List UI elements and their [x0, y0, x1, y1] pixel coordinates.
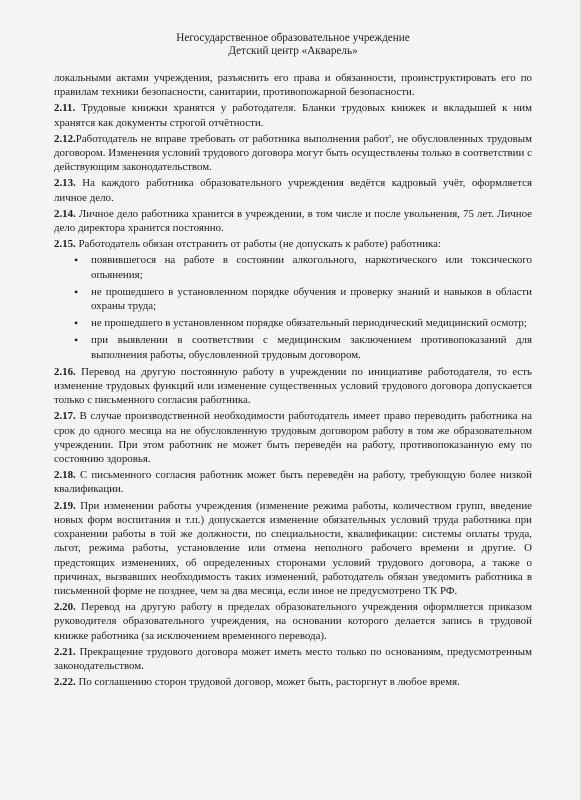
- paragraph-text: По соглашению сторон трудовой договор, может быть, расторгнут в любое время.: [75, 676, 460, 689]
- paragraph-text: Трудовые книжки хранятся у работодателя. Бланки трудовых книжек и вкладышей к ним хранятся как документы строгой отчётности.: [54, 102, 532, 129]
- paragraph-number: 2.22.: [54, 676, 76, 689]
- paragraph-2-17: [54, 409, 532, 466]
- paragraph-2-15: [54, 237, 532, 251]
- paragraph-2-12: [54, 132, 532, 175]
- dismissal-grounds-list: [54, 253, 532, 361]
- document-header: [54, 32, 532, 58]
- list-item: • появившегося на работе в состоянии алкогольного, наркотического или токсического опьянения;: [54, 253, 532, 281]
- paragraph-number: 2.21.: [54, 645, 76, 658]
- intro-paragraph: локальными актами учреждения, разъяснить его права и обязанности, проинструктировать его по правилам техники безопасности, санитарии, противопожарной безопасности.: [54, 72, 532, 99]
- paragraph-number: 2.19.: [54, 499, 76, 512]
- paragraph-2-13: [54, 176, 532, 204]
- paragraph-text: Перевод на другую постоянную работу в учреждении по инициативе работодателя, то есть изменение трудовых функций или изменение существенных условий трудового договора допускается только с письменного согласия работника.: [54, 365, 532, 407]
- paragraph-2-14: [54, 207, 532, 235]
- paragraph-2-16: [54, 365, 532, 408]
- paragraph-number: 2.15.: [54, 238, 76, 251]
- paragraph-text: Работодатель не вправе требовать от работника выполнения работ', не обусловленных трудовым договором. Изменения условий трудового договора могут быть осуществлены только в соответствии с действующим законодательством.: [54, 132, 532, 174]
- paragraph-number: 2.12.: [54, 132, 76, 145]
- list-item: • не прошедшего в установленном порядке обязательный периодический медицинский осмотр;: [54, 316, 532, 330]
- paragraph-number: 2.20.: [54, 601, 76, 614]
- paragraph-text: В случае производственной необходимости работодатель имеет право переводить работника на срок до одного месяца на не обусловленную трудовым договором работу в том же образовательном учреждении. При этом работник не может быть переведён на работу, противопоказанную ему по состоянию здоровья.: [54, 410, 532, 466]
- paragraph-text: При изменении работы учреждения (изменение режима работы, количеством групп, введение новых форм воспитания и т.п.) допускается изменение обязательных условий труда работника при сохранении работы в той же должности, по специальности, квалификации: системы оплаты труда, льгот, режима работы, установление или отмена неполного рабочего времени и другие. О предстоящих изменениях, об определенных сторонами условий трудового договора, а также о причинах, вызвавших необходимость таких изменений, работодатель обязан уведомить работника в письменной форме не позднее, чем за два месяца, если иное не предусмотрено ТК РФ.: [54, 499, 532, 597]
- paragraph-text: Работодатель обязан отстранить от работы (не допускать к работе) работника:: [75, 238, 442, 251]
- paragraph-2-21: [54, 645, 532, 673]
- paragraph-text: Личное дело работника хранится в учреждении, в том числе и после увольнения, 75 лет. Личное дело директора хранится постоянно.: [54, 207, 532, 235]
- paragraph-text: Перевод на другую работу в пределах образовательного учреждения оформляется приказом руководителя образовательного учреждения, на основании которого делается запись в трудовой книжке работника (за исключением временного перевода).: [54, 601, 532, 642]
- list-item: • не прошедшего в установленном порядке обучения и проверку знаний и навыков в области охраны труда;: [54, 285, 532, 313]
- paragraph-number: 2.11.: [54, 102, 76, 115]
- paragraph-number: 2.14.: [54, 207, 76, 220]
- header-org-name: Детский центр «Акварель»: [228, 45, 358, 57]
- paragraph-text: На каждого работника образовательного учреждения ведётся кадровый учёт, оформляется личное дело.: [54, 177, 532, 204]
- paragraph-2-19: [54, 499, 532, 598]
- paragraph-text: Прекращение трудового договора может иметь место только по основаниям, предусмотренным законодательством.: [54, 645, 532, 672]
- paragraph-2-18: [54, 468, 532, 496]
- paragraph-number: 2.17.: [54, 410, 76, 423]
- paragraph-number: 2.16.: [54, 365, 76, 378]
- document-body: [54, 71, 532, 689]
- paragraph-text: С письменного согласия работник может быть переведён на работу, требующую более низкой квалификации.: [54, 469, 532, 496]
- paragraph-2-20: [54, 600, 532, 643]
- header-org-type: Негосударственное образовательное учреждение: [176, 32, 410, 44]
- list-item: • при выявлении в соответствии с медицинским заключением противопоказаний для выполнения работы, обусловленной трудовым договором.: [54, 333, 532, 361]
- paragraph-number: 2.18.: [54, 469, 76, 482]
- paragraph-2-11: [54, 101, 532, 129]
- paragraph-2-22: [54, 675, 532, 689]
- paragraph-number: 2.13.: [54, 177, 76, 190]
